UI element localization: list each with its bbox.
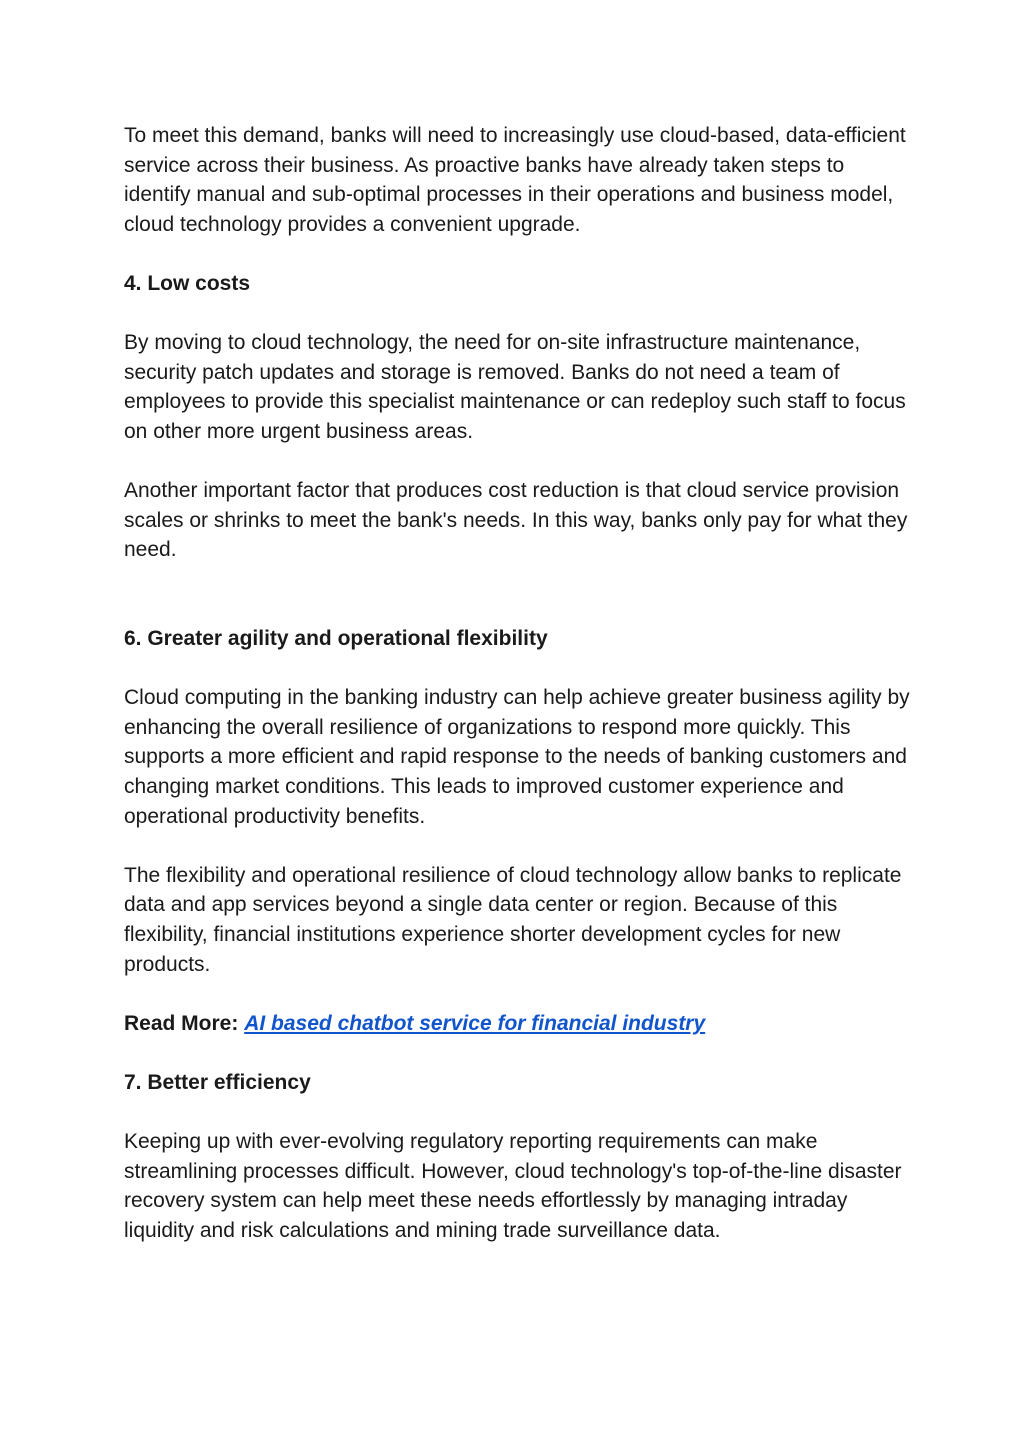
agility-paragraph-2: The flexibility and operational resilience of cloud technology allow banks to replicate data and app services beyond a single data center or region. Because of this flexibility, financial institutions experience shorter development cycles for new products.	[124, 863, 902, 976]
spacer	[124, 239, 914, 269]
spacer	[124, 654, 914, 684]
efficiency-paragraph-1: Keeping up with ever-evolving regulatory reporting requirements can make streamlining processes difficult. However, cloud technology's top-of-the-line disaster recovery system can help meet these needs effortlessly by managing intraday liquidity and risk calculations and mining trade surveillance data.	[124, 1130, 902, 1242]
heading-low-costs: 4. Low costs	[124, 271, 251, 295]
low-costs-paragraph-2: Another important factor that produces cost reduction is that cloud service provision scales or shrinks to meet the bank's needs. In this way, banks only pay for what they need.	[124, 479, 908, 562]
spacer	[124, 979, 914, 1009]
read-more-line	[124, 1009, 914, 1039]
spacer	[124, 299, 914, 329]
read-more-link[interactable]: AI based chatbot service for financial industry	[244, 1011, 706, 1035]
spacer	[124, 831, 914, 861]
low-costs-paragraph-1: By moving to cloud technology, the need for on-site infrastructure maintenance, security patch updates and storage is removed. Banks do not need a team of employees to provide this specialist maintenance or can redeploy such staff to focus on other more urgent business areas.	[124, 331, 906, 443]
agility-paragraph-1: Cloud computing in the banking industry can help achieve greater business agility by enhancing the overall resilience of organizations to respond more quickly. This supports a more efficient and rapid response to the needs of banking customers and changing market conditions. This leads to improved customer experience and operational productivity benefits.	[124, 686, 910, 828]
document-page	[124, 121, 914, 1246]
spacer	[124, 1098, 914, 1128]
spacer	[124, 565, 914, 624]
spacer	[124, 447, 914, 477]
spacer	[124, 1038, 914, 1068]
heading-efficiency: 7. Better efficiency	[124, 1071, 311, 1094]
heading-agility: 6. Greater agility and operational flexibility	[124, 627, 548, 651]
read-more-label: Read More:	[124, 1011, 239, 1035]
intro-paragraph: To meet this demand, banks will need to increasingly use cloud-based, data-efficient service across their business. As proactive banks have already taken steps to identify manual and sub-optimal processes in their operations and business model, cloud technology provides a convenient upgrade.	[124, 124, 906, 236]
